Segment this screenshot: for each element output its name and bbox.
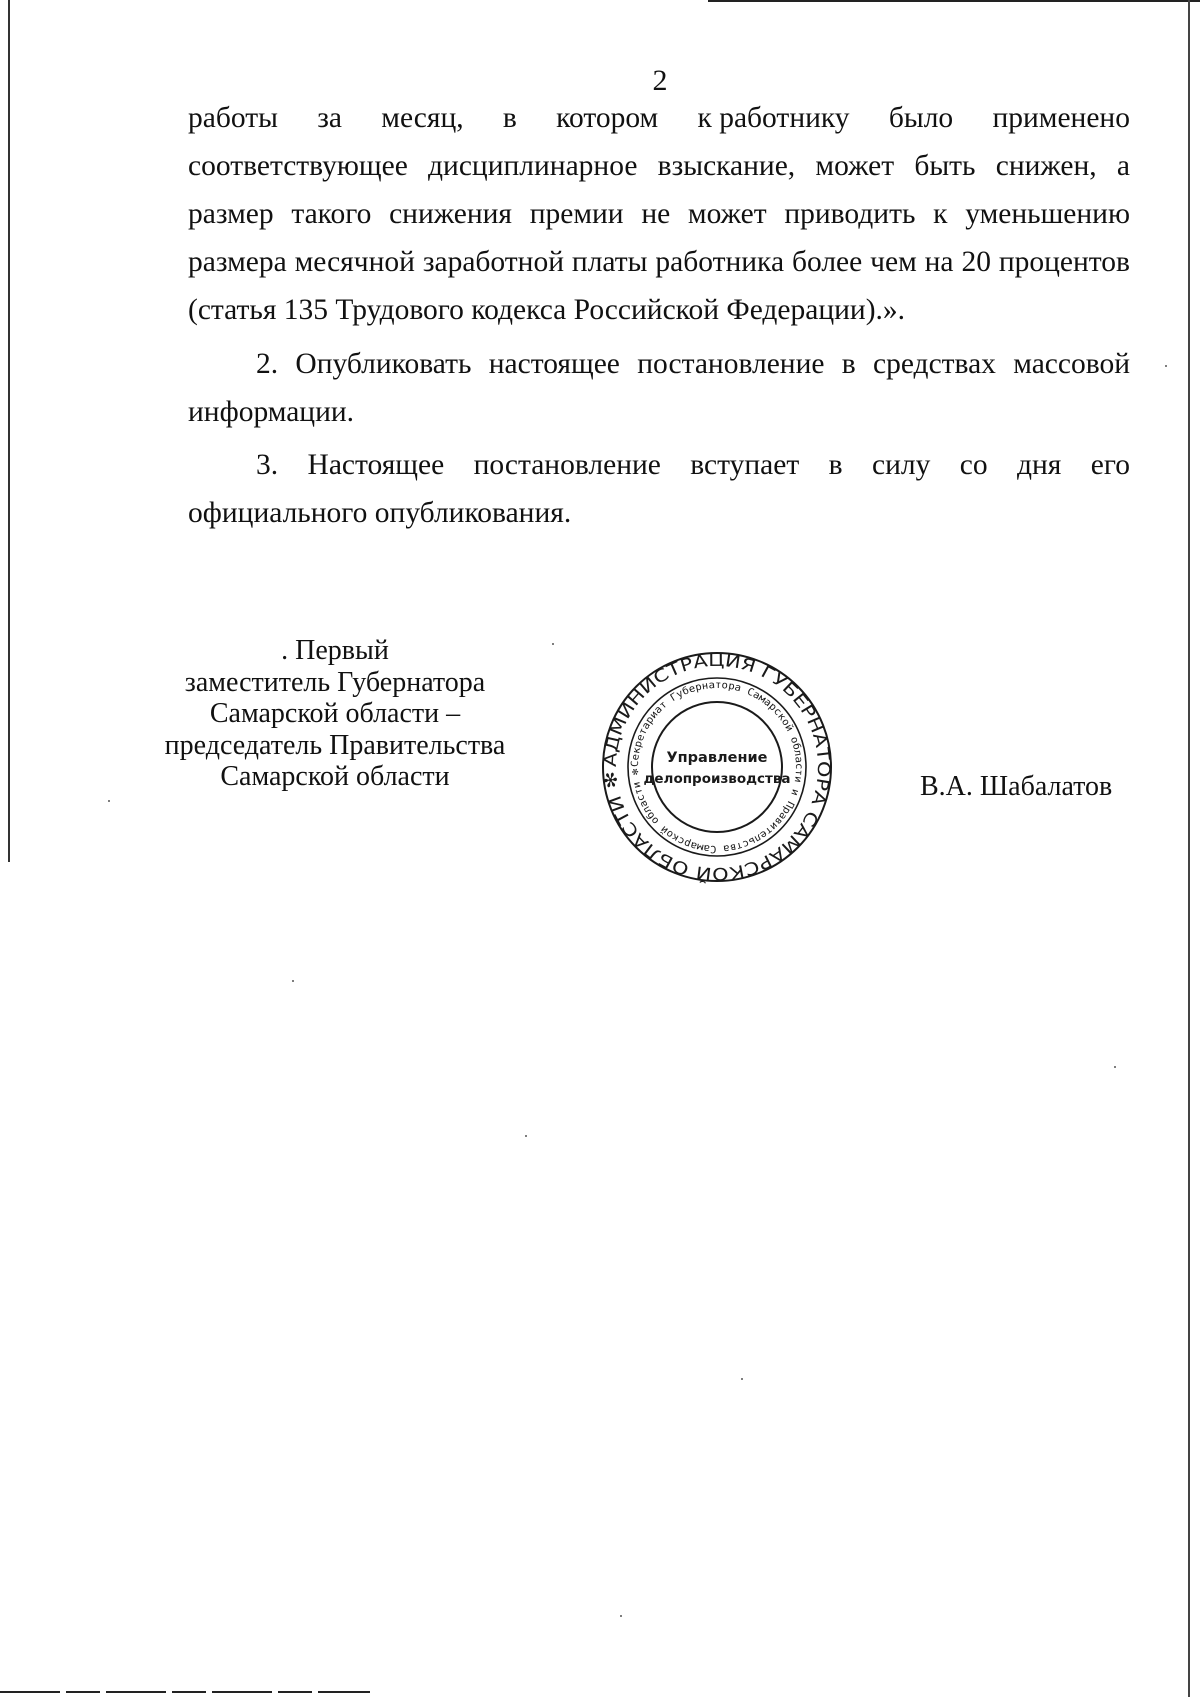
scan-edge-left <box>8 0 10 862</box>
scan-speck <box>292 980 294 982</box>
first-line-word: было <box>888 102 954 134</box>
official-stamp <box>600 650 834 884</box>
paragraph-first-line <box>188 94 1130 142</box>
page-number: 2 <box>652 64 668 97</box>
signer-title-line: Самарской области – <box>209 698 461 729</box>
first-line-word: месяц, <box>381 102 464 134</box>
scan-speck <box>1114 1066 1116 1068</box>
scan-speck <box>552 643 554 645</box>
stamp-middle-border <box>628 678 806 856</box>
first-line-word: котором <box>556 102 659 134</box>
signer-title <box>160 635 510 793</box>
first-line-word: за <box>317 102 342 134</box>
scan-edge-top <box>708 0 1200 2</box>
scan-speck <box>1165 365 1167 367</box>
stamp-inner-text-path: Секретариат Губернатора Самарской области и Правительства Самарской области ✻ <box>629 679 805 855</box>
stamp-inner-border <box>652 702 782 832</box>
scan-speck <box>108 800 110 802</box>
signer-title-line: Самарской области <box>220 761 450 792</box>
scan-speck <box>741 1378 743 1380</box>
scan-edge-right <box>1188 0 1190 1697</box>
stamp-inner-text <box>630 680 804 854</box>
first-line-word: применено <box>992 102 1130 134</box>
paragraph-continuation-text: соответствующее дисциплинарное взыскание, может быть снижен, а размер такого снижения премии не может приводить к уменьшению размера месячной заработной платы работника более чем на 20 процентов (статья 135 Трудового кодекса Российской Федерации).». <box>188 150 1130 326</box>
stamp-center-line-2: делопроизводства <box>643 771 791 787</box>
first-line-word: в <box>502 102 517 134</box>
paragraph-effective-date: 3. Настоящее постановление вступает в силу со дня его официального опубликования. <box>188 449 1130 529</box>
scan-speck <box>525 1135 527 1137</box>
scan-edge-bottom <box>0 1691 370 1693</box>
signer-name: В.А. Шабалатов <box>920 771 1113 802</box>
signer-title-line: председатель Правительства <box>164 729 506 761</box>
signer-title-line: . Первый <box>281 635 389 666</box>
stamp-outer-text-path: АДМИНИСТРАЦИЯ ГУБЕРНАТОРА САМАРСКОЙ ОБЛАСТИ ✻ <box>600 650 834 884</box>
stamp-center-line-1: Управление <box>666 750 768 766</box>
paragraph-continuation <box>188 94 1130 334</box>
paragraph-publish: 2. Опубликовать настоящее постановление в средствах массовой информации. <box>188 348 1130 428</box>
scan-speck <box>620 1615 622 1617</box>
signer-title-line: заместитель Губернатора <box>184 666 486 698</box>
first-line-word: работы <box>188 102 278 134</box>
first-line-word: к работнику <box>697 102 850 134</box>
